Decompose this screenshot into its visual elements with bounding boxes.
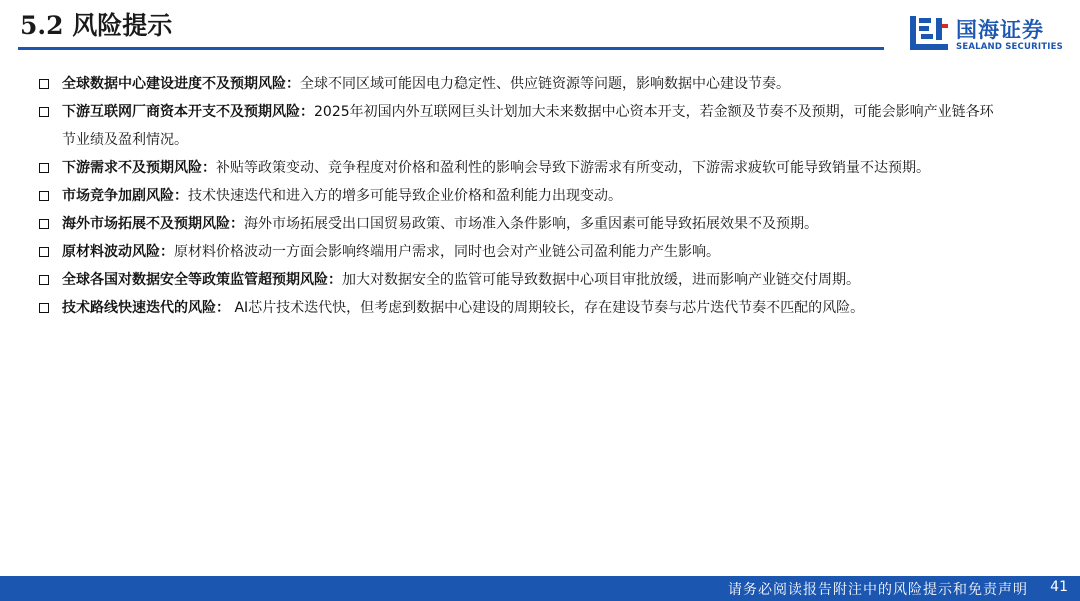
square-bullet-icon [39,275,49,285]
risk-text: 全球不同区域可能因电力稳定性、供应链资源等问题，影响数据中心建设节奏。 [300,76,790,92]
logo-chinese-name: 国海证券 [956,18,1044,42]
square-bullet-icon [39,79,49,89]
sealand-logo-icon [908,14,950,54]
risk-item [36,154,996,182]
risk-label: 下游互联网厂商资本开支不及预期风险： [62,104,314,120]
risk-label: 原材料波动风险： [62,244,174,260]
square-bullet-icon [39,191,49,201]
footer-bar [0,576,1080,601]
logo-english-name: SEALAND SECURITIES [956,42,1063,52]
square-bullet-icon [39,163,49,173]
company-logo [908,14,1068,56]
square-bullet-icon [39,303,49,313]
risk-label: 全球数据中心建设进度不及预期风险： [62,76,300,92]
risk-item [36,210,996,238]
risk-text: 技术快速迭代和进入方的增多可能导致企业价格和盈利能力出现变动。 [188,188,622,204]
risk-item [36,182,996,210]
risk-label: 市场竞争加剧风险： [62,188,188,204]
square-bullet-icon [39,247,49,257]
disclaimer-text: 请务必阅读报告附注中的风险提示和免责声明 [728,582,1028,598]
risk-item [36,98,996,154]
risk-label: 全球各国对数据安全等政策监管超预期风险： [62,272,342,288]
risk-item [36,238,996,266]
title-divider [18,47,884,50]
risk-label: 下游需求不及预期风险： [62,160,216,176]
square-bullet-icon [39,107,49,117]
page-title: 5.2 风险提示 [20,11,173,40]
risk-text: 2025年初国内外互联网巨头计划加大未来数据中心资本开支，若金额及节奏不及预期，可能会影响产业链各环节业绩及盈利情况。 [62,104,994,148]
risk-text: 海外市场拓展受出口国贸易政策、市场准入条件影响，多重因素可能导致拓展效果不及预期。 [244,216,818,232]
risk-label: 海外市场拓展不及预期风险： [62,216,244,232]
page-number: 41 [1050,579,1068,595]
risk-text: 补贴等政策变动、竞争程度对价格和盈利性的影响会导致下游需求有所变动，下游需求疲软可能导致销量不达预期。 [216,160,930,176]
risk-text: 加大对数据安全的监管可能导致数据中心项目审批放缓，进而影响产业链交付周期。 [342,272,860,288]
square-bullet-icon [39,219,49,229]
risk-item [36,70,996,98]
risk-text: 原材料价格波动一方面会影响终端用户需求，同时也会对产业链公司盈利能力产生影响。 [174,244,720,260]
risk-item [36,294,996,322]
risk-item [36,266,996,294]
risk-list [36,70,996,322]
risk-text: AI芯片技术迭代快，但考虑到数据中心建设的周期较长，存在建设节奏与芯片迭代节奏不匹配的风险。 [230,300,865,316]
risk-label: 技术路线快速迭代的风险： [62,300,230,316]
